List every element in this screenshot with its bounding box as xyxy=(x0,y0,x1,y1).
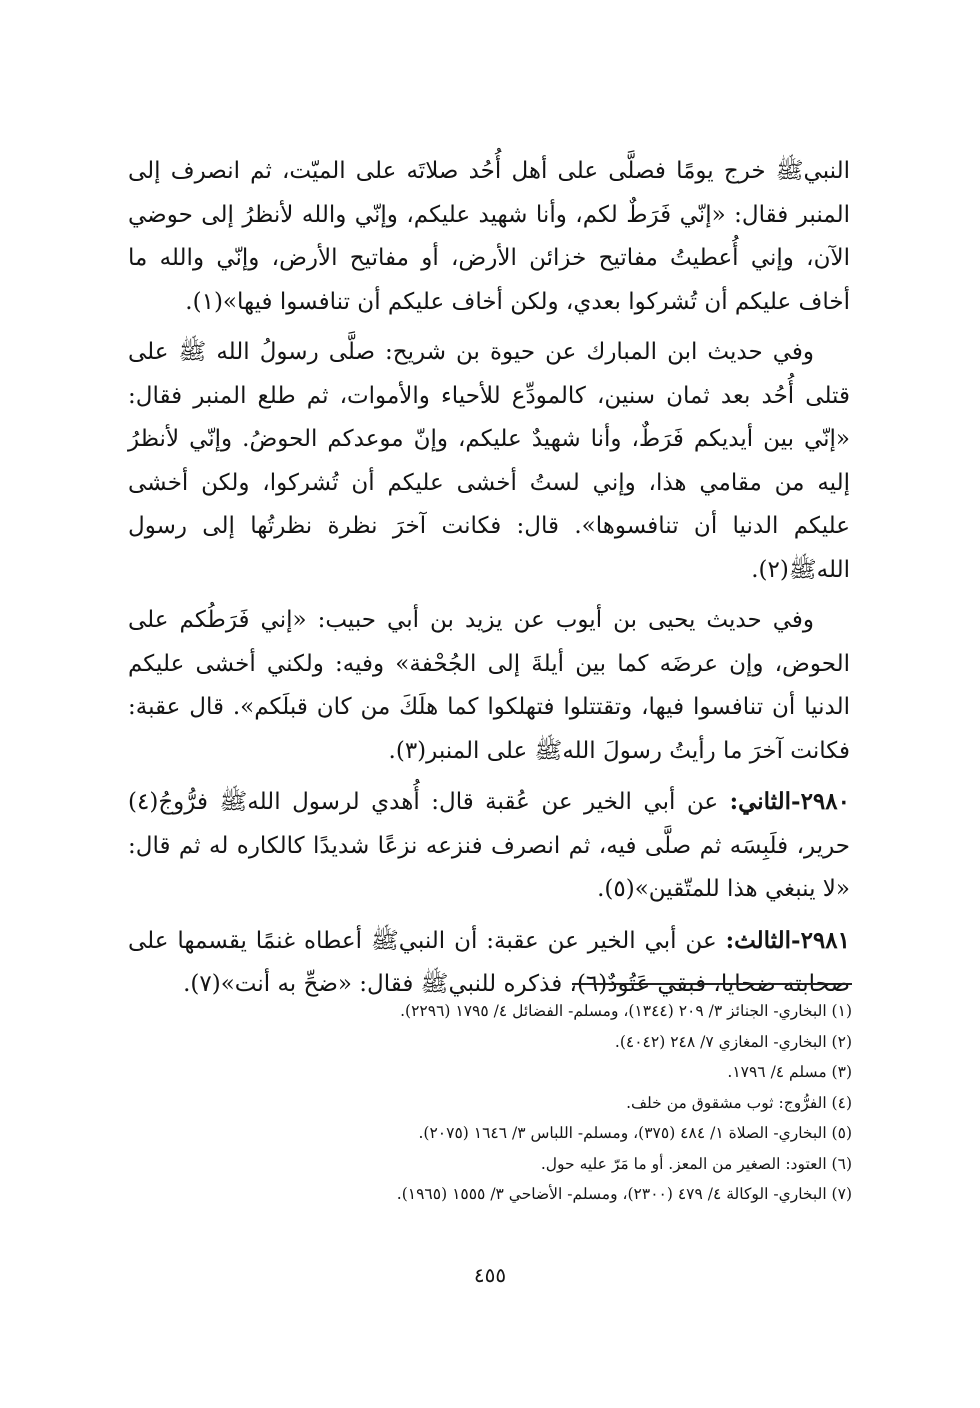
hadith-2981 xyxy=(128,919,850,1007)
paragraph-1: النبيﷺ خرج يومًا فصلَّى على أهل أُحُد صلاتَه على الميّت، ثم انصرف إلى المنبر فقال: «إنّي فَرَطٌ لكم، وأنا شهيد عليكم، وإنّي والله لأنظرُ إلى حوضي الآن، وإني أُعطيتُ مفاتيح خزائن الأرض، أو مفاتيح الأرض، وإنّي والله ما أخاف عليكم أن تُشركوا بعدي، ولكن أخاف عليكم أن تنافسوا فيها»(١). xyxy=(128,158,850,315)
hadith-text-2981: عن أبي الخير عن عقبة: أن النبيﷺ أعطاه غنمًا يقسمها على صحابته ضحايا، فبقي عَتُودٌ(٦)، فذكره للنبيﷺ فقال: «ضحِّ به أنت»(٧). xyxy=(128,927,850,997)
footnote-6: (٦) العتود: الصغير من المعز. أو ما مَرّ عليه حول. xyxy=(540,1154,852,1173)
footnote-divider xyxy=(572,983,852,985)
footnote-2: (٢) البخاري- المغازي ٧/ ٢٤٨ (٤٠٤٢). xyxy=(614,1032,852,1051)
hadith-number-2980: ٢٩٨٠- xyxy=(791,788,850,815)
footnote-5: (٥) البخاري- الصلاة ١/ ٤٨٤ (٣٧٥)، ومسلم- اللباس ٣/ ١٦٤٦ (٢٠٧٥). xyxy=(418,1124,852,1142)
footnote-4: (٤) الفرُّوج: ثوب مشقوق من خلف. xyxy=(626,1093,852,1112)
footnote-7: (٧) البخاري- الوكالة ٤/ ٤٧٩ (٢٣٠٠)، ومسلم- الأضاحي ٣/ ١٥٥٥ (١٩٦٥). xyxy=(396,1185,852,1203)
hadith-label-2981: الثالث: xyxy=(725,926,792,954)
hadith-number-2981: ٢٩٨١- xyxy=(791,926,850,954)
paragraph-2: وفي حديث ابن المبارك عن حيوة بن شريح: صلَّى رسولُ الله ﷺ على قتلى أُحُد بعد ثمان سنين، كالمودِّع للأحياء والأموات، ثم طلع المنبر فقال: «إنّي بين أيديكم فَرَطٌ، وأنا شهيدٌ عليكم، وإنّ موعدكم الحوضُ. وإنّي لأنظرُ إليه من مقامي هذا، وإني لستُ أخشى عليكم أن تُشركوا، ولكن أخشى عليكم الدنيا أن تنافسوها». قال: فكانت آخرَ نظرة نظرتُها إلى رسول اللهﷺ(٢). xyxy=(128,339,850,583)
hadith-label-2980: الثاني: xyxy=(729,788,792,815)
paragraph-3: وفي حديث يحيى بن أيوب عن يزيد بن أبي حبيب: «إني فَرَطُكم على الحوض، وإن عرضَه كما بين أيلةَ إلى الجُحْفة» وفيه: ولكني أخشى عليكم الدنيا أن تنافسوا فيها، وتقتتلوا فتهلكوا كما هلَكَ من كان قبلَكم». قال عقبة: فكانت آخرَ ما رأيتُ رسولَ اللهﷺ على المنبر(٣). xyxy=(128,607,850,764)
main-text xyxy=(128,150,850,1014)
hadith-2980 xyxy=(128,780,850,912)
page-number: ٤٥٥ xyxy=(473,1263,507,1287)
hadith-text-2980: عن أبي الخير عن عُقبة قال: أُهدي لرسول اللهﷺ فرُّوجُ(٤) حرير، فلَبِسَه ثم صلَّى فيه، ثم انصرف فنزعه نزعًا شديدًا كالكاره له ثم قال: «لا ينبغي هذا للمتّقين»(٥). xyxy=(128,789,850,902)
footnotes xyxy=(300,996,852,1210)
footnote-1: (١) البخاري- الجنائز ٣/ ٢٠٩ (١٣٤٤)، ومسلم- الفضائل ٤/ ١٧٩٥ (٢٢٩٦). xyxy=(400,1002,852,1020)
footnote-3: (٣) مسلم ٤/ ١٧٩٦. xyxy=(727,1063,852,1081)
